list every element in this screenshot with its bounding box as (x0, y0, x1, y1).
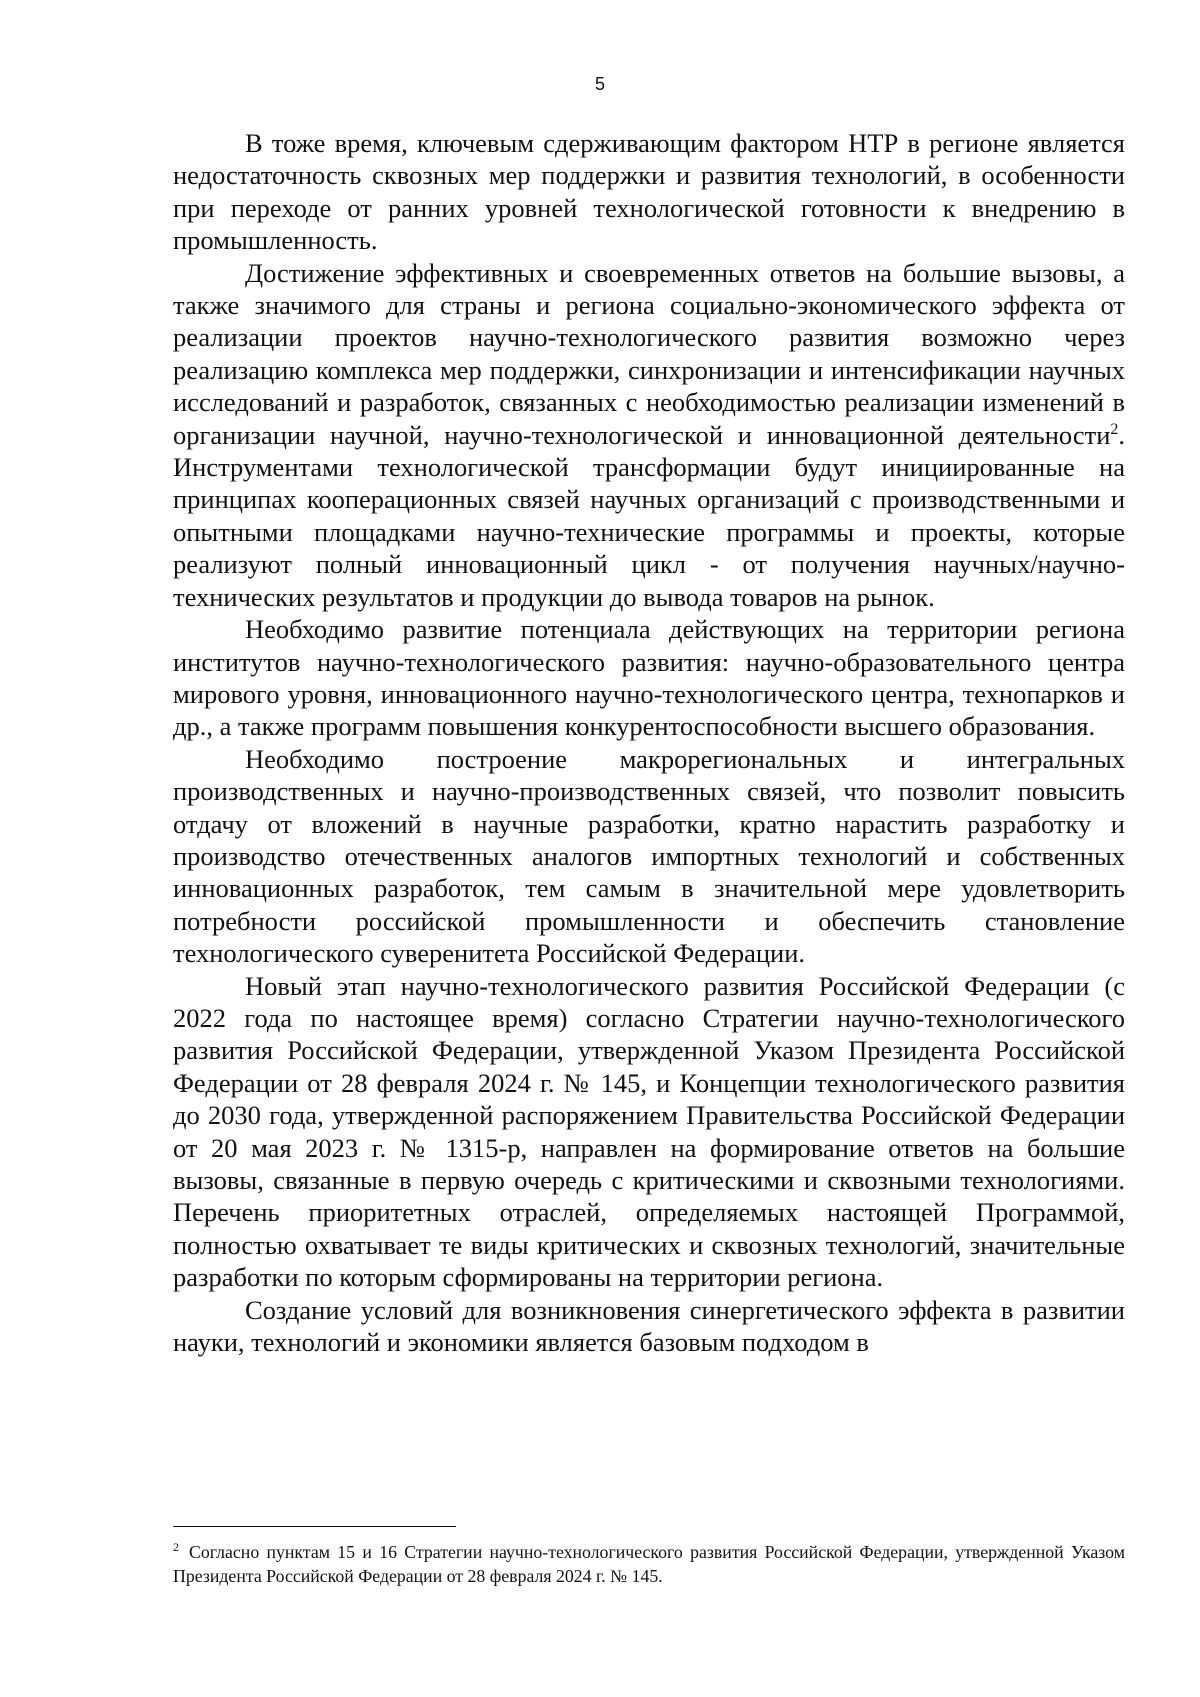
paragraph-4: Необходимо построение макрорегиональных и интегральных производственных и научно-производственных связей, что позволит повысить отдачу от вложений в научные разработки, кратно нарастить разработку и производство отечественных аналогов импортных технологий и собственных инновационных разработок, тем самым в значительной мере удовлетворить потребности российской промышленности и обеспечить становление технологического суверенитета Российской Федерации. (173, 743, 1125, 969)
paragraph-2-text-before: Достижение эффективных и своевременных ответов на большие вызовы, а также значимого для страны и региона социально-экономического эффекта от реализации проектов научно-технологического развития возможно через реализацию комплекса мер поддержки, синхронизации и интенсификации научных исследований и разработок, связанных с необходимостью реализации изменений в организации научной, научно-технологической и инновационной деятельности (173, 257, 1125, 450)
body-text (173, 127, 1125, 1358)
paragraph-3: Необходимо развитие потенциала действующих на территории региона институтов научно-технологического развития: научно-образовательного центра мирового уровня, инновационного научно-технологического центра, технопарков и др., а также программ повышения конкурентоспособности высшего образования. (173, 614, 1125, 742)
footnote-divider (173, 1526, 456, 1527)
paragraph-6: Создание условий для возникновения синергетического эффекта в развитии науки, технологий и экономики является базовым подходом в (173, 1294, 1125, 1358)
footnote-text: Согласно пунктам 15 и 16 Стратегии научно-технологического развития Российской Федерации, утвержденной Указом Президента Российской Федерации от 28 февраля 2024 г. № 145. (173, 1542, 1125, 1586)
paragraph-2 (173, 257, 1125, 613)
footnote-reference[interactable]: 2 (1110, 420, 1119, 438)
footnote (173, 1540, 1125, 1588)
page-number: 5 (594, 74, 605, 94)
paragraph-1: В тоже время, ключевым сдерживающим фактором НТР в регионе является недостаточность сквозных мер поддержки и развития технологий, в особенности при переходе от ранних уровней технологической готовности к внедрению в промышленность. (173, 128, 1125, 256)
paragraph-5: Новый этап научно-технологического развития Российской Федерации (с 2022 года по настоящее время) согласно Стратегии научно-технологического развития Российской Федерации, утвержденной Указом Президента Российской Федерации от 28 февраля 2024 г. № 145, и Концепции технологического развития до 2030 года, утвержденной распоряжением Правительства Российской Федерации от 20 мая 2023 г. № 1315-р, направлен на формирование ответов на большие вызовы, связанные в первую очередь с критическими и сквозными технологиями. Перечень приоритетных отраслей, определяемых настоящей Программой, полностью охватывает те виды критических и сквозных технологий, значительные разработки по которым сформированы на территории региона. (173, 970, 1125, 1293)
footnote-marker: 2 (173, 1540, 179, 1555)
paragraph-2-text-after: . Инструментами технологической трансформации будут инициированные на принципах кооперационных связей научных организаций с производственными и опытными площадками научно-технические программы и проекты, которые реализуют полный инновационный цикл - от получения научных/научно-технических результатов и продукции до вывода товаров на рынок. (173, 419, 1125, 612)
